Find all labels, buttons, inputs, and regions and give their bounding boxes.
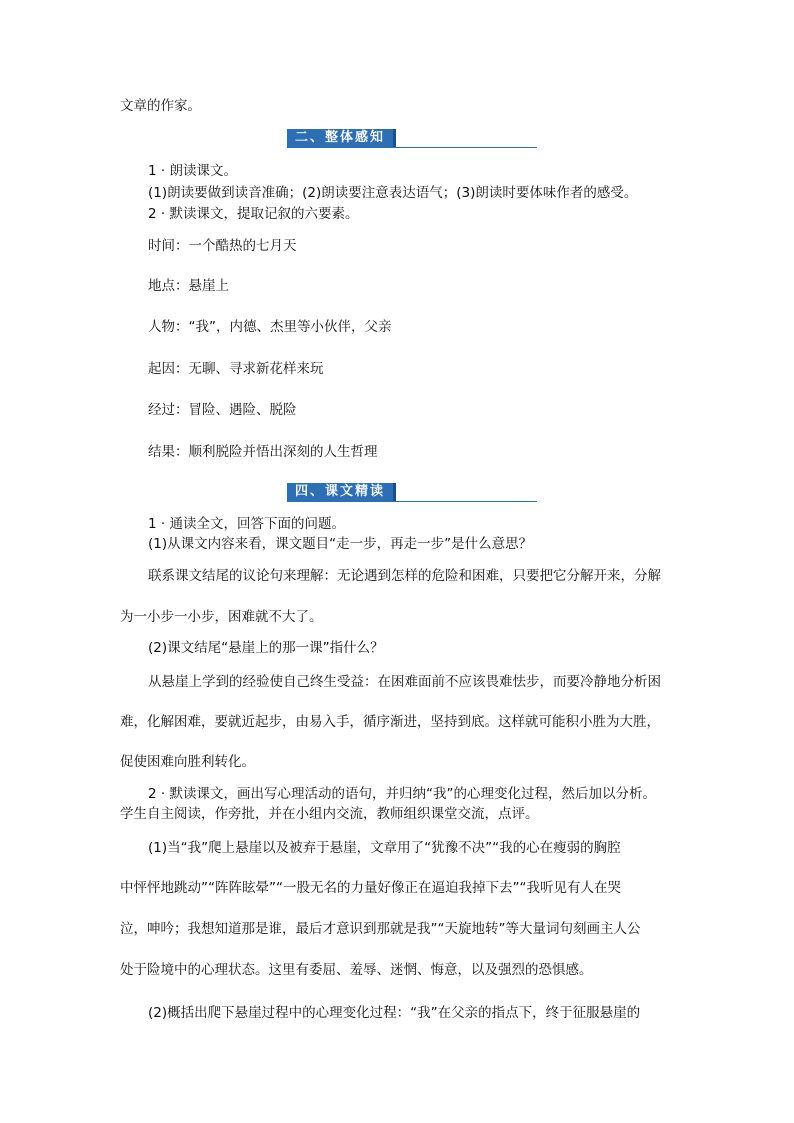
text-line: 联系课文结尾的议论句来理解：无论遇到怎样的危险和困难，只要把它分解开来，分解 xyxy=(148,568,661,584)
text-line: 中怦怦地跳动”“阵阵眩晕”“一股无名的力量好像正在逼迫我掉下去”“我听见有人在哭 xyxy=(120,880,621,896)
section-heading-close-reading xyxy=(287,481,537,505)
text-line: 2 · 默读课文，提取记叙的六要素。 xyxy=(148,206,359,222)
text-line: (1)当“我”爬上悬崖以及被弃于悬崖，文章用了“犹豫不决”“我的心在瘦弱的胸腔 xyxy=(148,840,621,856)
text-line: 地点：悬崖上 xyxy=(148,278,229,294)
section-heading-overall xyxy=(287,127,537,151)
section-heading-label: 四、课文精读 xyxy=(287,483,396,501)
text-line: 时间：一个酷热的七月天 xyxy=(148,238,297,254)
text-line: (2)课文结尾“悬崖上的那一课”指什么？ xyxy=(148,640,384,656)
text-line: 从悬崖上学到的经验使自己终生受益：在困难面前不应该畏难怯步，而要冷静地分析困 xyxy=(148,674,661,690)
text-line: (2)概括出爬下悬崖过程中的心理变化过程：“我”在父亲的指点下，终于征服悬崖的 xyxy=(148,1005,641,1021)
text-line: 难，化解困难，要就近起步，由易入手，循序渐进，坚持到底。这样就可能积小胜为大胜， xyxy=(120,714,660,730)
text-line: 文章的作家。 xyxy=(120,98,201,114)
text-line: (1)朗读要做到读音准确；(2)朗读要注意表达语气；(3)朗读时要体味作者的感受。 xyxy=(148,185,638,201)
text-line: 处于险境中的心理状态。这里有委屈、羞辱、迷惘、悔意，以及强烈的恐惧感。 xyxy=(120,962,593,978)
text-line: 结果：顺利脱险并悟出深刻的人生哲理 xyxy=(148,444,378,460)
text-line: 泣，呻吟；我想知道那是谁，最后才意识到那就是我”“天旋地转”等大量词句刻画主人公 xyxy=(120,921,641,937)
section-heading-label: 二、整体感知 xyxy=(287,129,396,147)
heading-underline xyxy=(287,147,537,148)
text-line: 人物：“我”，内德、杰里等小伙伴，父亲 xyxy=(148,319,392,335)
text-line: 学生自主阅读，作旁批，并在小组内交流，教师组织课堂交流，点评。 xyxy=(120,806,539,822)
text-line: 1 · 朗读课文。 xyxy=(148,163,237,179)
text-line: 为一小步一小步，困难就不大了。 xyxy=(120,609,323,625)
heading-underline xyxy=(287,501,537,502)
text-line: 起因：无聊、寻求新花样来玩 xyxy=(148,361,324,377)
text-line: 2 · 默读课文，画出写心理活动的语句，并归纳“我”的心理变化过程，然后加以分析。 xyxy=(148,786,656,802)
text-line: (1)从课文内容来看，课文题目“走一步，再走一步”是什么意思？ xyxy=(148,536,533,552)
text-line: 经过：冒险、遇险、脱险 xyxy=(148,402,297,418)
text-line: 促使困难向胜利转化。 xyxy=(120,754,255,770)
text-line: 1 · 通读全文，回答下面的问题。 xyxy=(148,516,345,532)
